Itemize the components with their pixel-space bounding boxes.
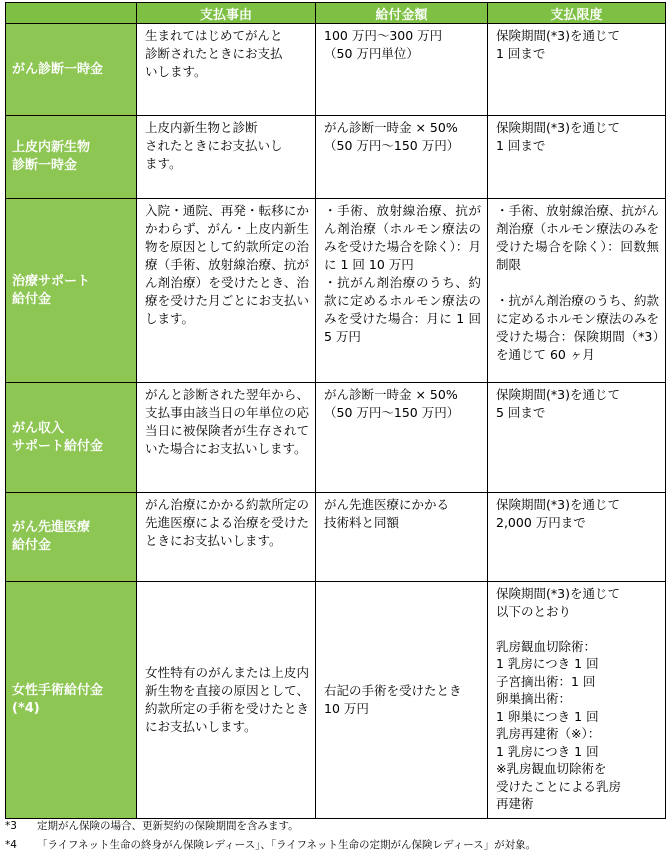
benefit-name: がん診断一時金 [6,24,137,116]
table-row [6,116,666,199]
benefit-name: 治療サポート 給付金 [6,199,137,383]
payment-limit: ・手術、放射線治療、抗がん剤治療（ホルモン療法のみを受けた場合を除く）：回数無制限 ・抗がん剤治療のうち、約款に定めるホルモン療法のみを受けた場合：保険期間（*3）を通じて 60 ヶ月 [488,199,666,383]
benefits-table-container [5,2,665,819]
payment-reason: がんと診断された翌年から、支払事由該当日の年単位の応当日に被保険者が生存されていた場合にお支払いします。 [137,383,316,493]
benefit-name: がん収入 サポート給付金 [6,383,137,493]
payment-limit: 保険期間(*3)を通じて 以下のとおり 乳房観血切除術： 1 乳房につき 1 回 子宮摘出術：1 回 卵巣摘出術： 1 卵巣につき 1 回 乳房再建術（※）： 1 乳房につき 1 回 ※乳房観血切除術を 受けたことによる乳房 再建術 [488,582,666,819]
payment-reason: 入院・通院、再発・転移にかかわらず、がん・上皮内新生物を原因として約款所定の治療（手術、放射線治療、抗がん剤治療）を受けたとき、治療を受けた月ごとにお支払いします。 [137,199,316,383]
payment-limit: 保険期間(*3)を通じて 1 回まで [488,116,666,199]
payment-reason: 上皮内新生物と診断 されたときにお支払いし ます。 [137,116,316,199]
footnote-label: *3 [5,820,17,832]
table-row [6,582,666,819]
benefit-amount: がん診断一時金 × 50% （50 万円～150 万円） [316,116,488,199]
footnotes [5,817,536,855]
benefit-amount: がん先進医療にかかる 技術料と同額 [316,493,488,582]
benefit-name: 女性手術給付金 (*4) [6,582,137,819]
header-blank [6,3,137,24]
table-row [6,199,666,383]
payment-limit: 保険期間(*3)を通じて 5 回まで [488,383,666,493]
benefit-amount: 100 万円～300 万円 （50 万円単位） [316,24,488,116]
benefit-name: がん先進医療 給付金 [6,493,137,582]
table-row [6,493,666,582]
benefit-amount: がん診断一時金 × 50% （50 万円～150 万円） [316,383,488,493]
header-limit: 支払限度 [488,3,666,24]
payment-limit: 保険期間(*3)を通じて 2,000 万円まで [488,493,666,582]
table-header-row [6,3,666,24]
payment-limit: 保険期間(*3)を通じて 1 回まで [488,24,666,116]
benefit-name: 上皮内新生物 診断一時金 [6,116,137,199]
payment-reason: 生まれてはじめてがんと 診断されたときにお支払 いします。 [137,24,316,116]
header-reason: 支払事由 [137,3,316,24]
payment-reason: がん治療にかかる約款所定の先進医療による治療を受けたときにお支払いします。 [137,493,316,582]
footnote [5,817,536,836]
footnote [5,836,536,855]
footnote-label: *4 [5,839,17,851]
header-amount: 給付金額 [316,3,488,24]
payment-reason: 女性特有のがんまたは上皮内新生物を直接の原因として、約款所定の手術を受けたときにお支払いします。 [137,582,316,819]
table-row [6,383,666,493]
benefit-amount: ・手術、放射線治療、抗がん剤治療（ホルモン療法のみを受けた場合を除く）：月に 1 回 10 万円 ・抗がん剤治療のうち、約款に定めるホルモン療法のみを受けた場合：月に 1 回 5 万円 [316,199,488,383]
table-row [6,24,666,116]
benefits-table [5,2,666,819]
footnote-text: 定期がん保険の場合、更新契約の保険期間を含みます。 [37,820,299,832]
benefit-amount: 右記の手術を受けたとき 10 万円 [316,582,488,819]
footnote-text: 「ライフネット生命の終身がん保険レディース」、「ライフネット生命の定期がん保険レディース」が対象。 [37,839,537,851]
